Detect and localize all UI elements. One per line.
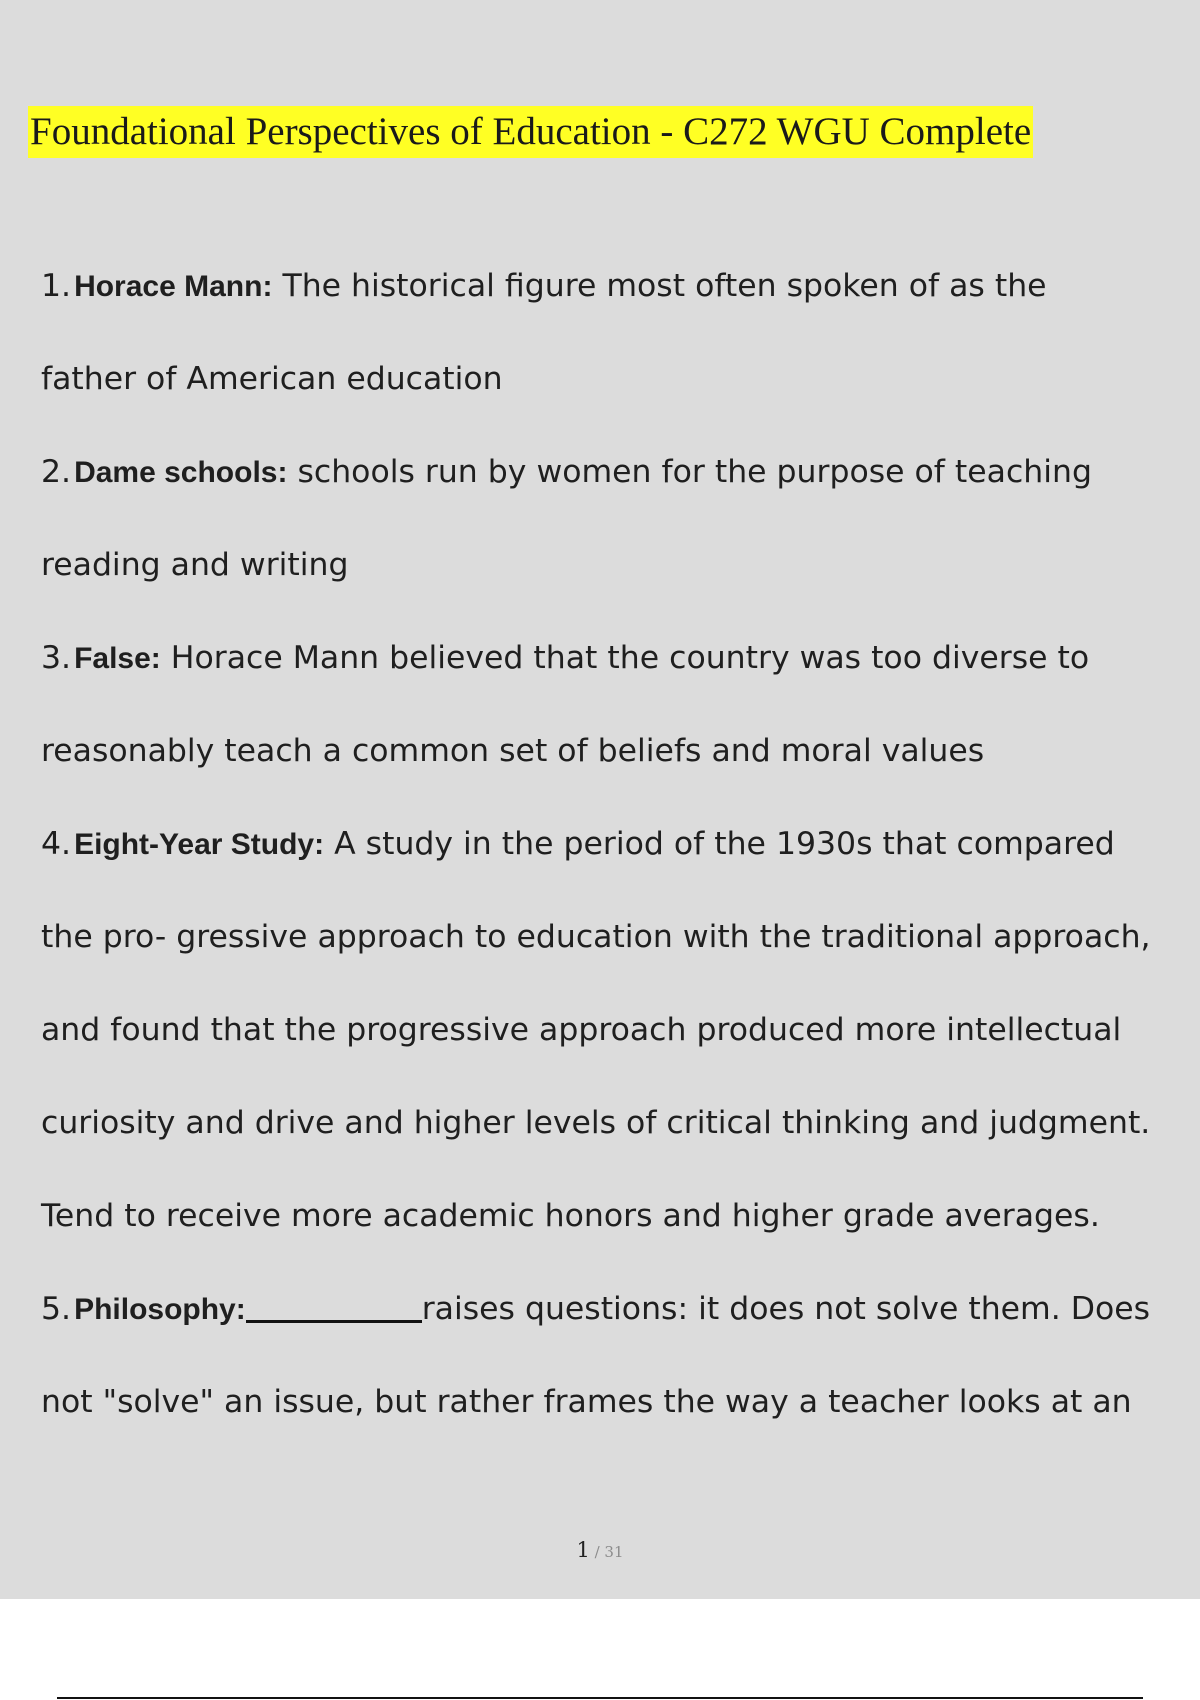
item-definition-continued: father of American education — [41, 361, 503, 397]
list-item — [41, 1287, 1191, 1380]
list-item — [41, 822, 1191, 915]
total-pages: / 31 — [589, 1543, 624, 1561]
item-definition: schools run by women for the purpose of teaching — [287, 454, 1092, 490]
item-term: False: — [74, 642, 161, 675]
item-number: 3. — [41, 640, 72, 676]
list-item — [41, 450, 1191, 543]
item-definition-continued: not "solve" an issue, but rather frames the way a teacher looks at an — [41, 1384, 1132, 1420]
current-page: 1 — [576, 1538, 590, 1562]
page-indicator — [0, 1538, 1200, 1562]
item-term: Horace Mann: — [74, 270, 273, 303]
fill-in-blank — [246, 1290, 422, 1323]
item-term: Dame schools: — [74, 456, 288, 489]
item-definition: The historical figure most often spoken of as the — [272, 268, 1047, 304]
item-number: 1. — [41, 268, 72, 304]
item-definition-continued: the pro- gressive approach to education with the traditional approach, — [41, 919, 1151, 955]
item-definition: raises questions: it does not solve them. Does — [421, 1291, 1151, 1327]
item-term: Philosophy: — [74, 1293, 246, 1326]
next-page-divider — [57, 1697, 1143, 1699]
document-title: Foundational Perspectives of Education - C272 WGU Complete — [28, 106, 1033, 158]
item-number: 2. — [41, 454, 72, 490]
item-definition: A study in the period of the 1930s that compared — [324, 826, 1115, 862]
list-item — [41, 264, 1191, 357]
list-item — [41, 636, 1191, 729]
item-definition-continued: curiosity and drive and higher levels of critical thinking and judgment. — [41, 1105, 1151, 1141]
item-definition-continued: reasonably teach a common set of beliefs and moral values — [41, 733, 985, 769]
item-number: 5. — [41, 1291, 72, 1327]
item-definition-continued: Tend to receive more academic honors and higher grade averages. — [41, 1198, 1100, 1234]
item-definition-continued: reading and writing — [41, 547, 349, 583]
item-term: Eight-Year Study: — [74, 828, 325, 861]
item-number: 4. — [41, 826, 72, 862]
item-definition: Horace Mann believed that the country was too diverse to — [160, 640, 1090, 676]
item-definition-continued: and found that the progressive approach produced more intellectual — [41, 1012, 1122, 1048]
flashcard-list — [41, 250, 1191, 1473]
